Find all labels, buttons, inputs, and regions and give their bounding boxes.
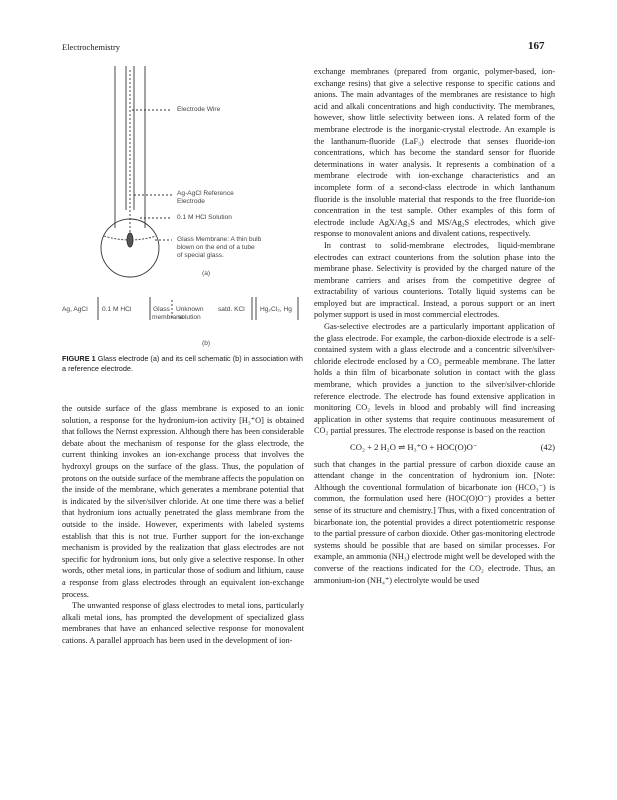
right-paragraph-4: such that changes in the partial pressure of carbon dioxide cause an attendant change in the concentration of hydronium ion. [Note: Although the coventional formulation of bicarbonate ion (HCO₃⁻) is common, the formulation used here (HOC(O)O⁻) provides a better sense of its structure and chemistry.] Thus, with a fixed concentration of bicarbonate ion, the potential provides a direct potentiometric response to the partial pressure of carbon dioxide. Other gas-monitoring electrode systems should be possible that are based on similar processes. For example, an ammonia (NH₃) electrode might well be developed with the converse of the reactions indicated for the CO₂ electrode. Thus, an ammonium-ion (NH₄⁺) electrolyte would be used [314, 459, 555, 585]
right-column [314, 66, 555, 586]
caption-label: FIGURE 1 [62, 354, 96, 363]
page-number: 167 [528, 40, 545, 52]
right-paragraph-2: In contrast to solid-membrane electrodes, liquid-membrane electrodes can extract counterions from the solution phase into the membrane phase. Selectivity is provided by the charged nature of the membrane carriers and arises from the competitive degree of extractability of various counterions. Totally liquid systems can be employed but are impractical. Instead, a porous support or an inert polymer support is used in most commercial electrodes. [314, 240, 555, 320]
figure-tag-b: (b) [202, 340, 211, 347]
left-paragraph-1: the outside surface of the glass membrane is exposed to an ionic solution, a response for the hydronium-ion activity [H₃⁺O] is obtained that follows the Nernst expression. Although there has been considerable debate about the mechanism of response for the glass electrode, the current thinking invokes an ion-exchange process that involves the hydroxyl groups on the surface of the glass. Thus, the population of protons on the outside surface of the membrane affects the population on the inside of the membrane, which generates a membrane potential that is indicated by the silver/silver chloride. At one time there was a belief that hydronium ions actually penetrated the glass membrane from the outside to the inside. However, experiments with labeled systems establish that this is not true. Further support for the ion-exchange mechanism is provided by the realization that glass electrodes are not specific for hydronium ions, but only give a selective response. In other words, other metal ions, in particular those of sodium and lithium, cause a response from glass electrodes through an equivalent ion-exchange process. [62, 404, 304, 599]
schematic-cell-3a: Glass [153, 306, 170, 313]
equation-text: CO₂ + 2 H₂O ⇌ H₃⁺O + HOC(O)O⁻ [350, 442, 478, 452]
schematic-cell-1: Ag, AgCl [62, 306, 88, 313]
figure-tag-a: (a) [202, 270, 211, 277]
label-glass-membrane-3: of special glass. [177, 252, 224, 259]
caption-text: Glass electrode (a) and its cell schematic (b) in association with a reference electrode. [62, 354, 303, 373]
equation-42 [350, 442, 555, 454]
figure-caption [62, 354, 304, 373]
running-title: Electrochemistry [62, 42, 121, 52]
label-glass-membrane-2: blown on the end of a tube [177, 244, 255, 251]
schematic-cell-6: Hg₂Cl₂, Hg [260, 306, 292, 313]
schematic-cell-5: satd. KCl [218, 306, 245, 313]
right-paragraph-3: Gas-selective electrodes are a particularly important application of the glass electrode. For example, the carbon-dioxide electrode is a self-contained system with a glass electrode and a concentric silver/silver-chloride electrode enclosed by a CO₂ permeable membrane. The latter holds a thin film of bicarbonate solution in contact with the glass membrane, which provides a junction to the silver/silver-chloride reference electrode. The electrode has found extensive application in monitoring CO₂ levels in blood and probably will find increasing application in other systems that require continuous measurement of CO₂ partial pressures. The electrode response is based on the reaction [314, 322, 555, 436]
label-reference-electrode-2: Electrode [177, 198, 205, 205]
schematic-cell-4a: Unknown [176, 306, 204, 313]
equation-number: (42) [540, 442, 555, 452]
schematic-cell-2: 0.1 M HCl [102, 306, 132, 313]
left-column [62, 403, 304, 646]
label-reference-electrode-1: Ag-AgCl Reference [177, 190, 234, 197]
label-glass-membrane-1: Glass Membrane: A thin bulb [177, 236, 262, 243]
schematic-cell-4b: solution [178, 314, 201, 321]
label-hcl-solution: 0.1 M HCl Solution [177, 214, 232, 221]
schematic-cell-3b: membrane [152, 314, 184, 321]
left-paragraph-2: The unwanted response of glass electrodes to metal ions, particularly alkali metal ions, has prompted the development of specialized glass membranes that have an enhanced selective response for monovalent cations. A parallel approach has been used in the development of ion- [62, 601, 304, 645]
right-paragraph-1: exchange membranes (prepared from organic, polymer-based, ion-exchange resins) that give a selective response to specific cations and anions. The main advantages of the membranes are resistance to high acid and alkali concentrations and high conductivity. The membranes, however, show little selectivity between ions. A related form of the membrane electrode is the inorganic-crystal electrode. An example is the lanthanum-fluoride (LaF₃) electrode that senses fluoride-ion concentrations, which has become the standard sensor for fluoride determinations in water analysis. It represents a combination of a membrane electrode with ion-exchange characteristics and an incomplete form of a second-class electrode in which lanthanum fluoride is the insoluble material that responds to the free fluoride-ion concentration in the test sample. Other examples of this form of electrode include AgX/Ag₂S and MS/Ag₂S electrodes, which give response to monovalent anions and divalent cations, respectively. [314, 67, 555, 239]
label-electrode-wire: Electrode Wire [177, 106, 221, 113]
